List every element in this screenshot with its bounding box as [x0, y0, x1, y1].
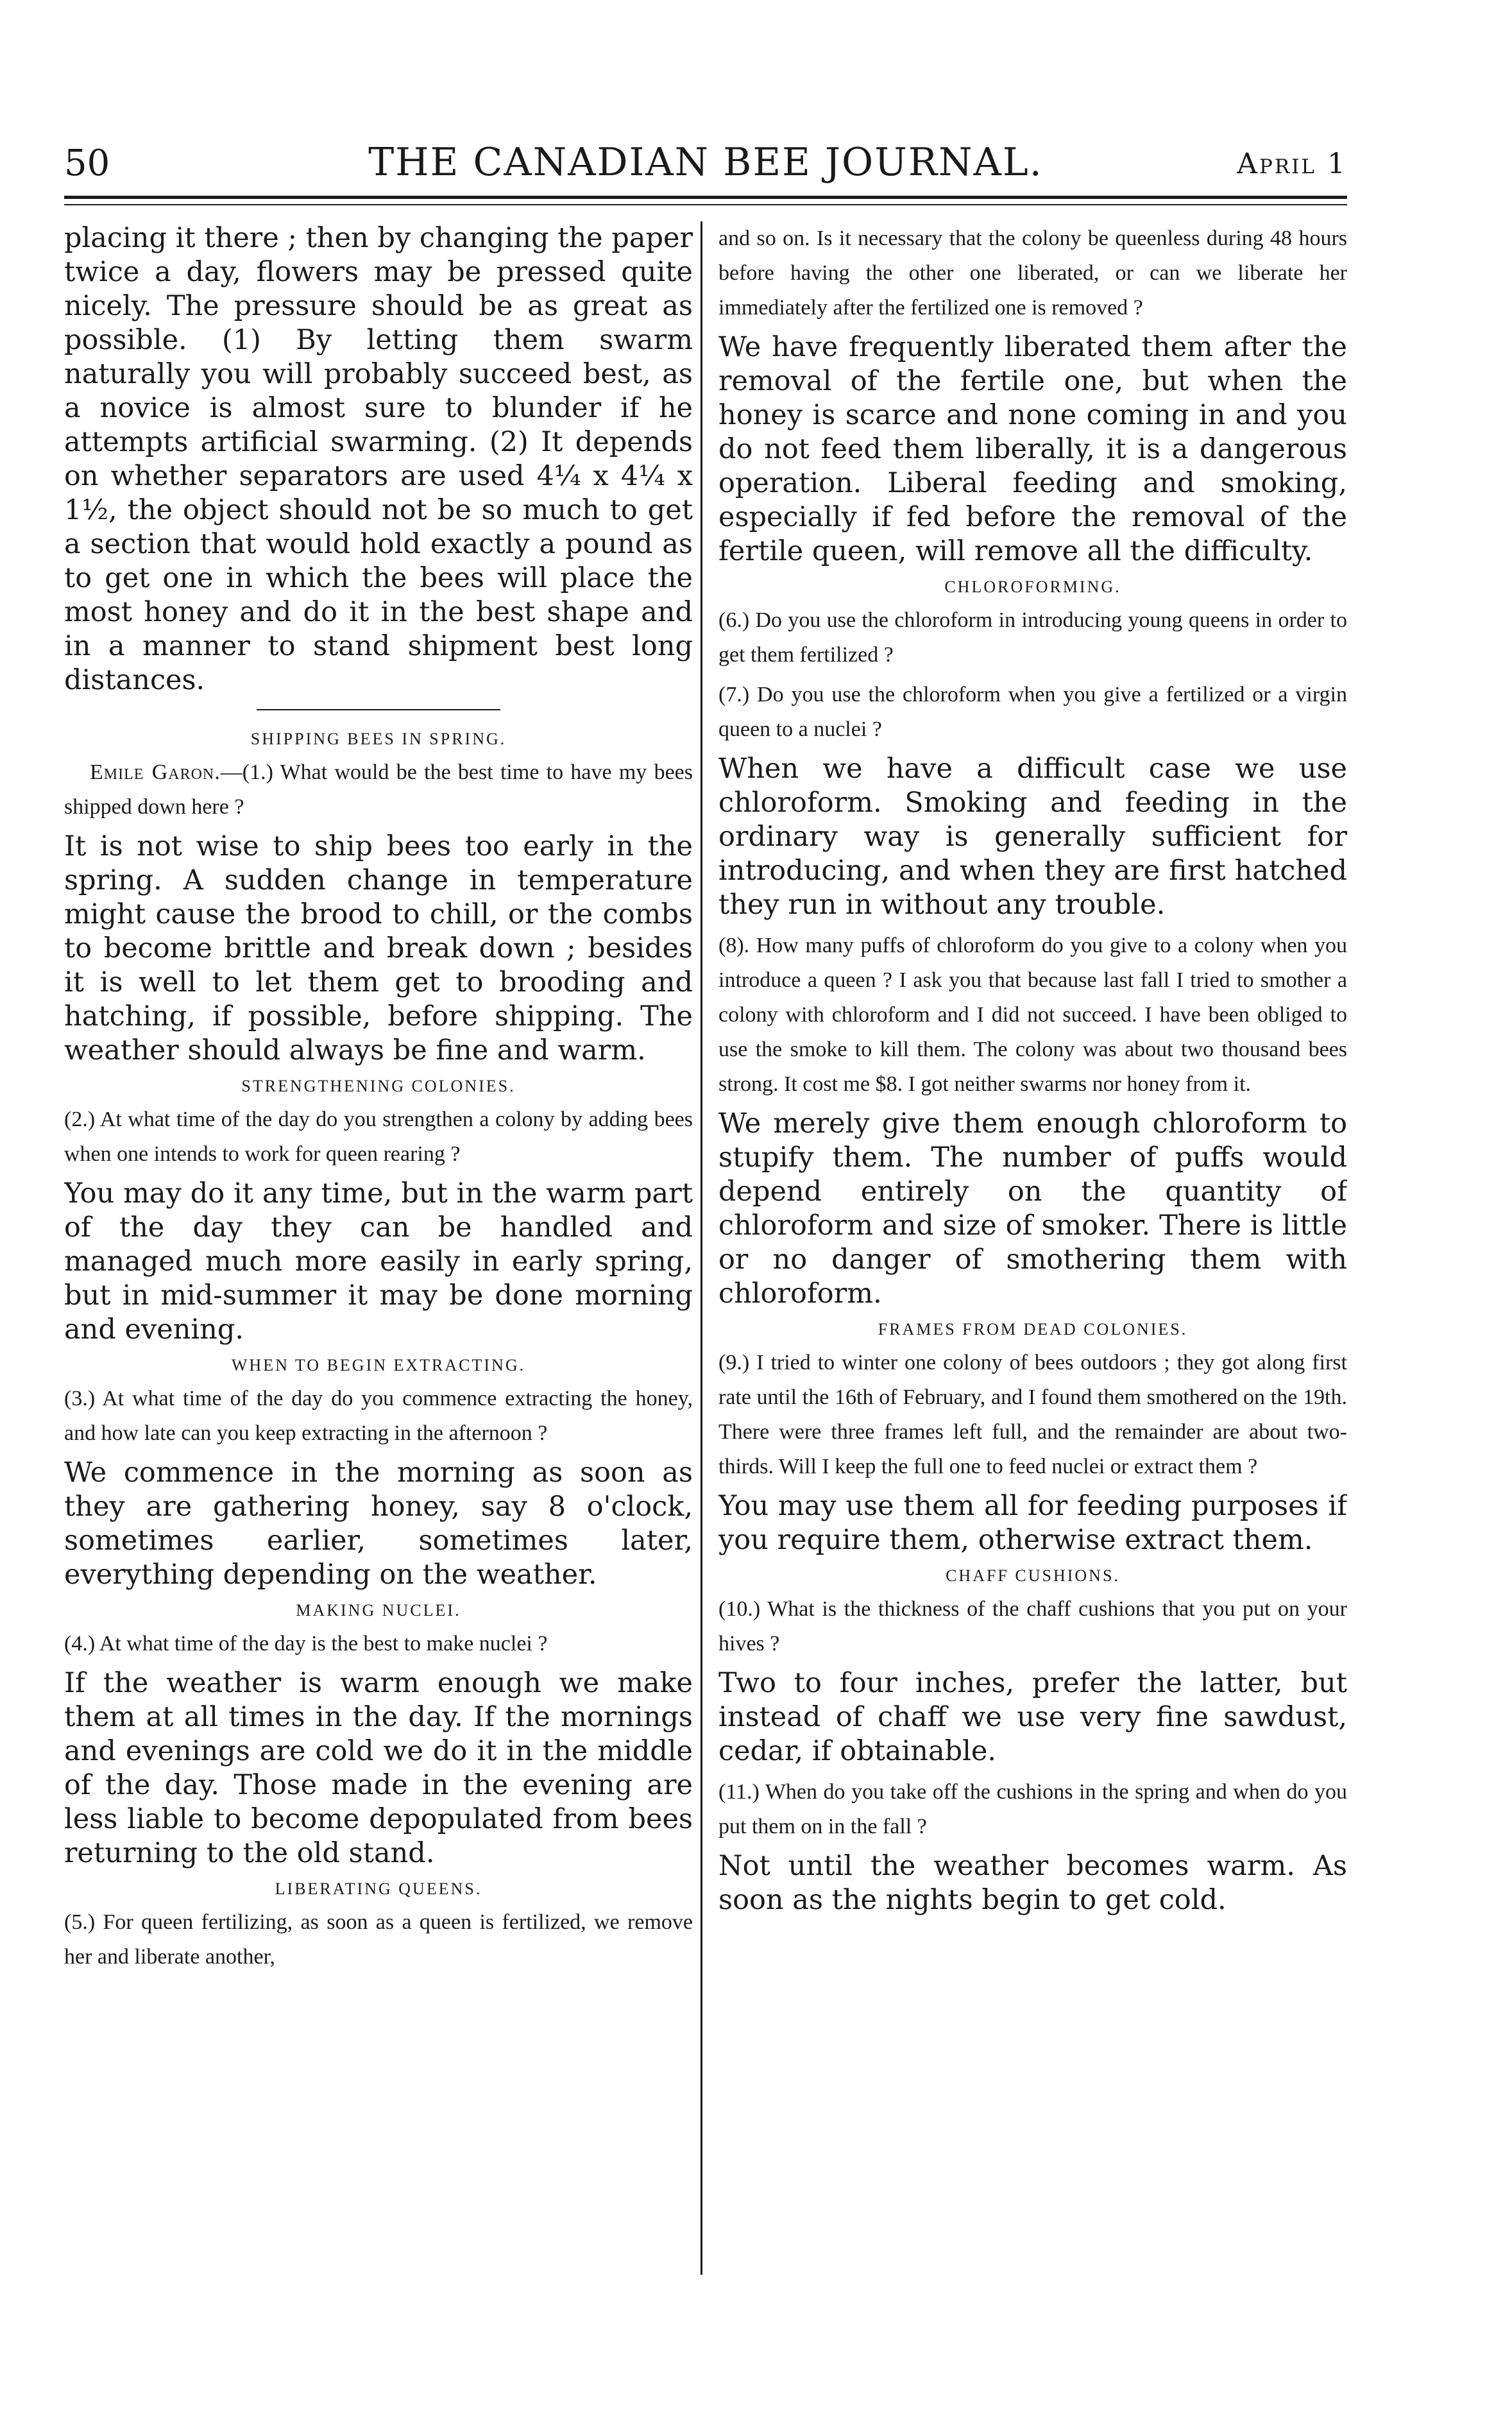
- question-5: (5.) For queen fertilizing, as soon as a queen is fertilized, we remove her and liberate another,: [64, 1910, 693, 1969]
- answer-2: You may do it any time, but in the warm part of the day they can be handled and managed much more easily in early spring, but in mid-summer it may be done morning and evening.: [64, 1177, 693, 1346]
- running-header: [64, 136, 1347, 194]
- header-rule-thin: [64, 204, 1347, 205]
- column-divider: [701, 221, 702, 2275]
- answer-9: You may use them all for feeding purposes if you require them, otherwise extract them.: [718, 1490, 1347, 1556]
- question-6: (6.) Do you use the chloroform in introducing young queens in order to get them fertilized ?: [718, 608, 1347, 667]
- section-heading-nuclei: MAKING NUCLEI.: [296, 1601, 461, 1620]
- question-2: (2.) At what time of the day do you strengthen a colony by adding bees when one intends to work for queen rearing ?: [64, 1108, 693, 1166]
- questioner-name: Emile Garon.: [90, 760, 221, 784]
- answer-7: When we have a difficult case we use chloroform. Smoking and feeding in the ordinary way is generally sufficient for introducing, and when they are first hatched they run in without any trouble.: [718, 753, 1347, 921]
- question-8: (8). How many puffs of chloroform do you give to a colony when you introduce a queen ? I ask you that because last fall I tried to smother a colony with chloroform and I did not succeed. I have been obliged to use the smoke to kill them. The colony was about two thousand bees strong. It cost me $8. I got neither swarms nor honey from it.: [718, 934, 1347, 1096]
- answer-4: If the weather is warm enough we make them at all times in the day. If the mornings and evenings are cold we do it in the middle of the day. Those made in the evening are less liable to become depopulated from bees returning to the old stand.: [64, 1667, 693, 1869]
- question-1-text: —(1.) What would be the best time to have my bees shipped down here ?: [64, 760, 693, 819]
- answer-10: Two to four inches, prefer the latter, but instead of chaff we use very fine sawdust, cedar, if obtainable.: [718, 1667, 1347, 1767]
- answer-8: We merely give them enough chloroform to stupify them. The number of puffs would depend entirely on the quantity of chloroform and size of smoker. There is little or no danger of smothering them with chloroform.: [718, 1108, 1347, 1310]
- section-heading-chaff: CHAFF CUSHIONS.: [946, 1566, 1120, 1585]
- answer-11: Not until the weather becomes warm. As soon as the nights begin to get cold.: [718, 1850, 1347, 1916]
- section-heading-chloroforming: CHLOROFORMING.: [944, 578, 1121, 596]
- section-divider: [257, 709, 500, 710]
- question-10: (10.) What is the thickness of the chaff cushions that you put on your hives ?: [718, 1597, 1347, 1656]
- header-rule-thick: [64, 196, 1347, 199]
- question-1: [64, 755, 693, 825]
- question-5-continued: and so on. Is it necessary that the colony be queenless during 48 hours before having the other one liberated, or can we liberate her immediately after the fertilized one is removed ?: [718, 227, 1347, 320]
- answer-3: We commence in the morning as soon as they are gathering honey, say 8 o'clock, sometimes earlier, sometimes later, everything depending on the weather.: [64, 1457, 693, 1591]
- question-7: (7.) Do you use the chloroform when you give a fertilized or a virgin queen to a nuclei ?: [718, 683, 1347, 741]
- answer-5: We have frequently liberated them after the removal of the fertile one, but when the honey is scarce and none coming in and you do not feed them liberally, it is a dangerous operation. Liberal feeding and smoking, especially if fed before the removal of the fertile queen, will remove all the difficulty.: [718, 331, 1347, 567]
- question-11: (11.) When do you take off the cushions in the spring and when do you put them on in the fall ?: [718, 1780, 1347, 1838]
- section-heading-shipping: SHIPPING BEES IN SPRING.: [250, 730, 507, 748]
- left-column: [64, 221, 693, 2352]
- issue-date: April 1: [1237, 148, 1347, 180]
- page-number: 50: [64, 142, 110, 184]
- question-9: (9.) I tried to winter one colony of bees outdoors ; they got along first rate until the 16th of February, and I found them smothered on the 19th. There were three frames left full, and the remainder are about two-thirds. Will I keep the full one to feed nuclei or extract them ?: [718, 1351, 1347, 1478]
- right-column: [718, 221, 1347, 2352]
- journal-title: THE CANADIAN BEE JOURNAL.: [368, 140, 1043, 185]
- answer-1: It is not wise to ship bees too early in the spring. A sudden change in temperature might cause the brood to chill, or the combs to become brittle and break down ; besides it is well to let them get to brooding and hatching, if possible, before shipping. The weather should always be fine and warm.: [64, 830, 693, 1066]
- section-heading-extracting: WHEN TO BEGIN EXTRACTING.: [231, 1356, 526, 1374]
- question-3: (3.) At what time of the day do you commence extracting the honey, and how late can you keep extracting in the afternoon ?: [64, 1387, 693, 1445]
- section-heading-strengthening: STRENGTHENING COLONIES.: [241, 1077, 516, 1095]
- section-heading-frames: FRAMES FROM DEAD COLONIES.: [878, 1320, 1188, 1339]
- intro-paragraph: placing it there ; then by changing the paper twice a day, flowers may be pressed quite nicely. The pressure should be as great as possible. (1) By letting them swarm naturally you will probably succeed best, as a novice is almost sure to blunder if he attempts artificial swarming. (2) It depends on whether separators are used 4¼ x 4¼ x 1½, the object should not be so much to get a section that would hold exactly a pound as to get one in which the bees will place the most honey and do it in the best shape and in a manner to stand shipment best long distances.: [64, 222, 693, 696]
- question-4: (4.) At what time of the day is the best to make nuclei ?: [64, 1632, 548, 1656]
- section-heading-liberating: LIBERATING QUEENS.: [275, 1879, 482, 1898]
